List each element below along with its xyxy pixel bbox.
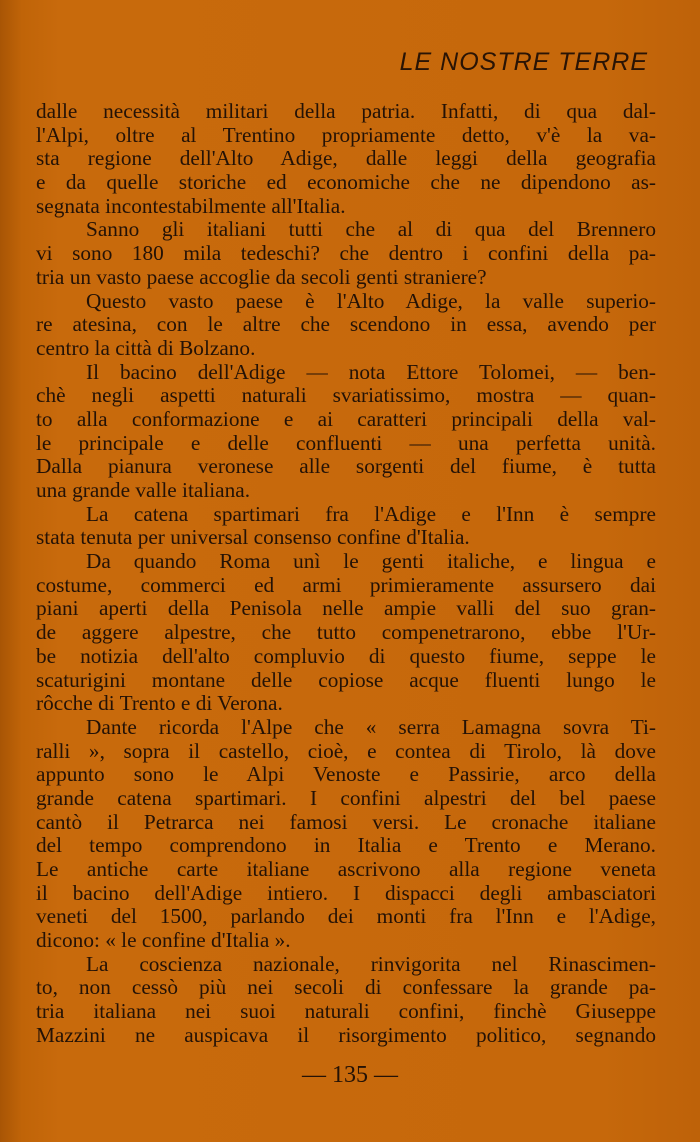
text-line: La coscienza nazionale, rinvigorita nel Rinascimen- [86, 951, 656, 976]
text-line: centro la città di Bolzano. [36, 335, 256, 360]
text-line: La catena spartimari fra l'Adige e l'Inn è sempre [86, 501, 656, 526]
text-line: segnata incontestabilmente all'Italia. [36, 193, 346, 218]
text-line: Le antiche carte italiane ascrivono alla regione veneta [36, 857, 656, 881]
body-text [36, 100, 656, 1048]
text-line: Questo vasto paese è l'Alto Adige, la valle superio- [86, 288, 656, 313]
text-line: le principale e delle confluenti — una perfetta unità. [36, 430, 656, 455]
text-line: vi sono 180 mila tedeschi? che dentro i confini della pa- [36, 241, 656, 266]
text-line: cantò il Petrarca nei famosi versi. Le cronache italiane [36, 809, 656, 834]
text-line: re atesina, con le altre che scendono in essa, avendo per [36, 312, 656, 337]
text-line: de aggere alpestre, che tutto compenetrarono, ebbe l'Ur- [36, 620, 656, 645]
text-line: Dante ricorda l'Alpe che « serra Lamagna sovra Ti- [86, 714, 656, 739]
text-line: l'Alpi, oltre al Trentino propriamente detto, v'è la va- [36, 122, 656, 147]
text-line: Dalla pianura veronese alle sorgenti del fiume, è tutta [36, 454, 656, 479]
text-line: piani aperti della Penisola nelle ampie valli del suo gran- [36, 596, 656, 621]
text-line: tria italiana nei suoi naturali confini, finchè Giuseppe [36, 999, 656, 1024]
text-line: appunto sono le Alpi Venoste e Passirie, arco della [36, 762, 656, 787]
text-line: veneti del 1500, parlando dei monti fra l'Inn e l'Adige, [36, 904, 656, 929]
page-number: — 135 — [302, 1062, 398, 1088]
text-line: to alla conformazione e ai caratteri principali della val- [36, 406, 656, 431]
text-line: dicono: « le confine d'Italia ». [36, 928, 291, 953]
text-line: stata tenuta per universal consenso confine d'Italia. [36, 525, 470, 550]
text-line: rôcche di Trento e di Verona. [36, 691, 283, 716]
text-line: Il bacino dell'Adige — nota Ettore Tolomei, — ben- [86, 359, 656, 384]
text-line: chè negli aspetti naturali svariatissimo, mostra — quan- [36, 383, 656, 408]
text-line: del tempo comprendono in Italia e Trento e Merano. [36, 833, 656, 858]
text-line: costume, commerci ed armi primieramente assursero dai [36, 572, 656, 597]
text-line: tria un vasto paese accoglie da secoli genti straniere? [36, 264, 487, 289]
text-line: Sanno gli italiani tutti che al di qua del Brennero [86, 217, 656, 242]
text-line: sta regione dell'Alto Adige, dalle leggi della geografia [36, 146, 656, 171]
text-line: dalle necessità militari della patria. Infatti, di qua dal- [36, 99, 656, 123]
text-line: una grande valle italiana. [36, 478, 251, 502]
text-line: grande catena spartimari. I confini alpestri del bel paese [36, 785, 656, 810]
text-line: Da quando Roma unì le genti italiche, e lingua e [86, 549, 656, 574]
text-line: ralli », sopra il castello, cioè, e contea di Tirolo, là dove [36, 738, 656, 763]
running-header: LE NOSTRE TERRE [399, 48, 648, 76]
text-line: il bacino dell'Adige intiero. I dispacci degli ambasciatori [36, 880, 656, 905]
text-line: to, non cessò più nei secoli di confessare la grande pa- [36, 975, 656, 1000]
text-line: Mazzini ne auspicava il risorgimento politico, segnando [36, 1022, 656, 1047]
text-line: scaturigini montane delle copiose acque fluenti lungo le [36, 667, 656, 692]
text-line: be notizia dell'alto compluvio di questo fiume, seppe le [36, 643, 656, 668]
text-line: e da quelle storiche ed economiche che ne dipendono as- [36, 170, 656, 195]
